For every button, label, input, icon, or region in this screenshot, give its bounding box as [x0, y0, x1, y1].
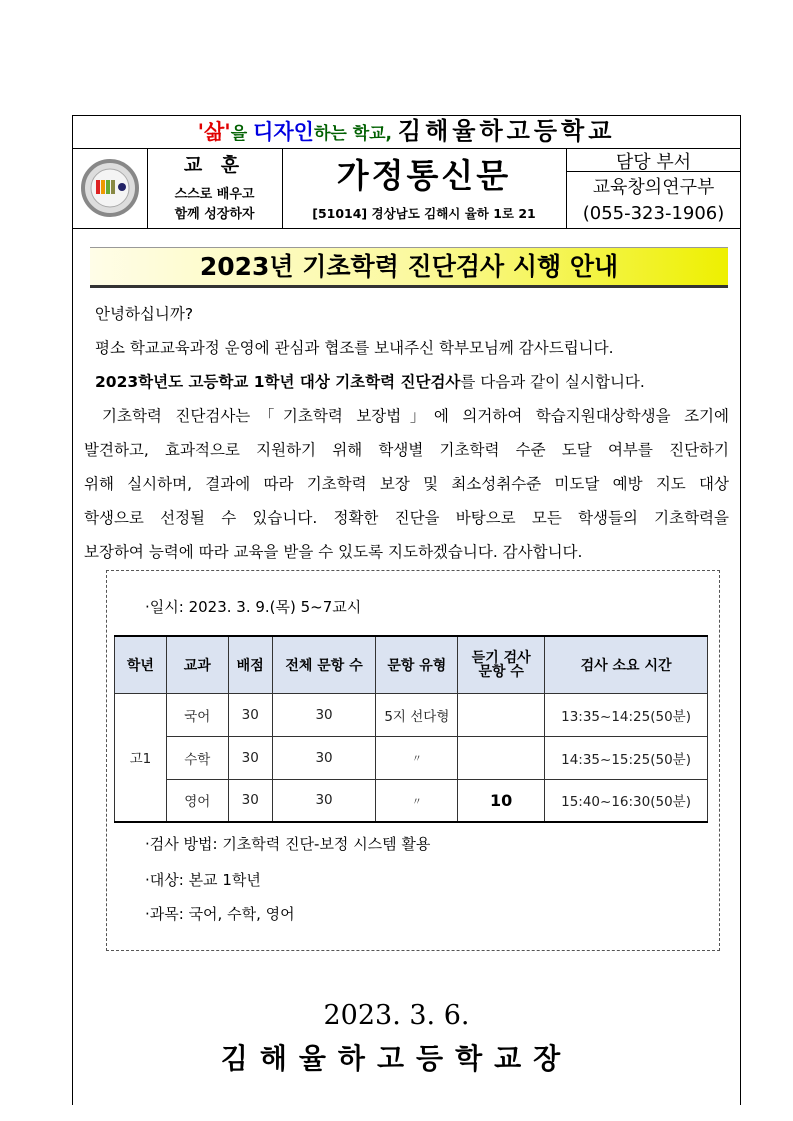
- table-row: [115, 693, 708, 736]
- motto-label: 교 훈: [183, 154, 246, 176]
- paragraph: [95, 365, 645, 399]
- table-header-row: [115, 636, 708, 693]
- score-cell: 30: [228, 736, 272, 779]
- column-header: 듣기 검사 문항 수: [458, 636, 545, 693]
- notice-title: 2023년 기초학력 진단검사 시행 안내: [90, 247, 728, 288]
- motto-line: 함께 성장하자: [174, 207, 255, 222]
- greeting: 안녕하십니까?: [95, 305, 194, 323]
- subjects-text: ·과목: 국어, 수학, 영어: [145, 905, 295, 923]
- school-address: [51014] 경상남도 김해시 율하 1로 21: [312, 206, 536, 221]
- time-cell: 14:35~15:25(50분): [545, 736, 708, 779]
- column-header: 학년: [115, 636, 167, 693]
- dept-phone: (055-323-1906): [582, 203, 725, 224]
- score-cell: 30: [228, 779, 272, 822]
- dept-name: 교육창의연구부: [592, 177, 715, 198]
- paragraph-line: 보장하여 능력에 따라 교육을 받을 수 있도록 지도하겠습니다. 감사합니다.: [84, 543, 583, 561]
- type-cell: 5지 선다형: [376, 693, 458, 736]
- column-header: 검사 소요 시간: [545, 636, 708, 693]
- method-text: ·검사 방법: 기초학력 진단-보정 시스템 활용: [145, 835, 431, 853]
- paragraph-line: 학생으로 선정될 수 있습니다. 정확한 진단을 바탕으로 모든 학생들의 기초학력을: [84, 509, 729, 527]
- paragraph-line: 발견하고, 효과적으로 지원하기 위해 학생별 기초학력 수준 도달 여부를 진단하기: [84, 441, 729, 459]
- paragraph-line: 기초학력 진단검사는「기초학력 보장법」에 의거하여 학습지원대상학생을 조기에: [102, 407, 729, 425]
- paragraph: 평소 학교교육과정 운영에 관심과 협조를 보내주신 학부모님께 감사드립니다.: [95, 339, 614, 357]
- school-logo-icon: [80, 155, 140, 221]
- column-header: 교과: [166, 636, 228, 693]
- column-header: 문항 유형: [376, 636, 458, 693]
- principal-signature: 김해율하고등학교장: [220, 1042, 573, 1075]
- column-header: 배점: [228, 636, 272, 693]
- school-slogan: [72, 115, 741, 149]
- paragraph-line: 위해 실시하며, 결과에 따라 기초학력 보장 및 최소성취수준 미도달 예방 지도 대상: [84, 475, 729, 493]
- subject-cell: 영어: [166, 779, 228, 822]
- subject-cell: 수학: [166, 736, 228, 779]
- items-cell: 30: [272, 736, 376, 779]
- motto-line: 스스로 배우고: [174, 187, 255, 202]
- emphasis: 2023학년도 고등학교 1학년 대상 기초학력 진단검사: [95, 373, 461, 391]
- listening-cell: 10: [458, 779, 545, 822]
- issue-date: 2023. 3. 6.: [323, 1000, 470, 1031]
- time-cell: 15:40~16:30(50분): [545, 779, 708, 822]
- dept-label: 담당 부서: [615, 152, 692, 173]
- slogan-sal: '삶': [197, 120, 231, 144]
- listening-cell: [458, 693, 545, 736]
- subject-cell: 국어: [166, 693, 228, 736]
- newsletter-title: 가정통신문: [336, 156, 512, 195]
- listening-cell: [458, 736, 545, 779]
- score-cell: 30: [228, 693, 272, 736]
- schedule-text: ·일시: 2023. 3. 9.(목) 5~7교시: [145, 598, 362, 616]
- school-name: 김해율하고등학교: [397, 117, 616, 145]
- items-cell: 30: [272, 693, 376, 736]
- type-cell: 〃: [376, 736, 458, 779]
- exam-schedule-table: [114, 635, 708, 823]
- slogan-design: 디자인: [253, 120, 314, 144]
- target-text: ·대상: 본교 1학년: [145, 871, 261, 889]
- divider: [72, 228, 741, 229]
- time-cell: 13:35~14:25(50분): [545, 693, 708, 736]
- table-row: [115, 736, 708, 779]
- type-cell: 〃: [376, 779, 458, 822]
- grade-cell: 고1: [115, 693, 167, 822]
- text: 를 다음과 같이 실시합니다.: [460, 373, 645, 391]
- column-header: 전체 문항 수: [272, 636, 376, 693]
- slogan-text: 을: [230, 124, 254, 144]
- table-row: [115, 779, 708, 822]
- slogan-text: 하는 학교,: [313, 124, 398, 144]
- items-cell: 30: [272, 779, 376, 822]
